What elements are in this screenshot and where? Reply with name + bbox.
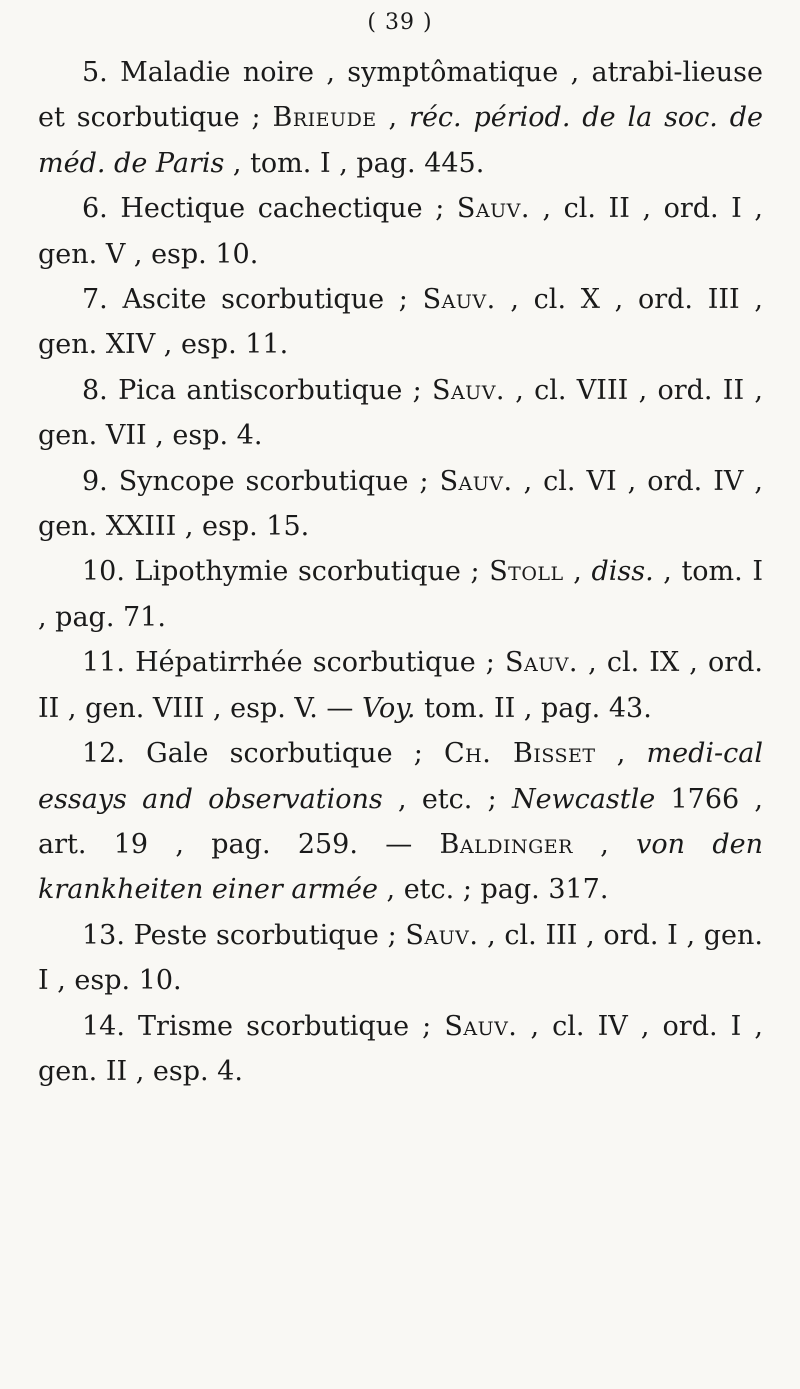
author-name: Sauv.: [456, 193, 530, 225]
author-name: Sauv.: [422, 284, 496, 316]
entry-item: [38, 459, 763, 550]
entry-item: [38, 640, 763, 731]
citation-title: diss.: [591, 556, 654, 588]
author-name: Brieude: [272, 102, 377, 134]
entry-text: Ascite scorbutique ;: [122, 284, 423, 316]
author-name: Ch. Bisset: [444, 738, 596, 770]
entry-list: [38, 50, 763, 1094]
entry-item: [38, 913, 763, 1004]
entry-text: Lipothymie scorbutique ;: [134, 556, 490, 588]
entry-item: [38, 549, 763, 640]
author-name: Baldinger: [439, 828, 573, 860]
citation-title: medi-cal essays and observations: [38, 738, 763, 815]
entry-text: , cl. VIII , ord. II , gen. VII , esp. 4.: [38, 374, 763, 452]
entry-text: ,: [563, 556, 592, 588]
citation-title: Voy.: [361, 692, 416, 724]
entry-text: Hépatirrhée scorbutique ;: [135, 647, 505, 679]
entry-number: 8.: [82, 374, 108, 406]
author-name: Sauv.: [444, 1010, 518, 1042]
entry-text: Pica antiscorbutique ;: [118, 374, 432, 406]
entry-text: ,: [572, 828, 637, 860]
author-name: Sauv.: [405, 919, 479, 951]
entry-item: [38, 50, 763, 186]
entry-number: 14.: [82, 1010, 125, 1042]
entry-text: , cl. II , ord. I , gen. V , esp. 10.: [38, 193, 763, 270]
entry-text: Peste scorbutique ;: [133, 919, 406, 951]
author-name: Sauv.: [439, 465, 513, 497]
entry-item: [38, 731, 763, 913]
entry-text: Syncope scorbutique ;: [118, 465, 440, 497]
entry-text: tom. II , pag. 43.: [415, 692, 652, 724]
entry-text: Trisme scorbutique ;: [138, 1010, 445, 1042]
citation-title: von den krankheiten einer armée: [38, 828, 763, 906]
entry-number: 10.: [82, 556, 125, 588]
entry-text: , cl. IV , ord. I , gen. II , esp. 4.: [38, 1010, 763, 1087]
entry-text: Hectique cachectique ;: [120, 193, 457, 225]
entry-text: ,: [595, 738, 647, 770]
entry-number: 11.: [82, 647, 125, 679]
entry-text: , tom. I , pag. 71.: [38, 556, 763, 633]
entry-number: 12.: [82, 738, 125, 770]
entry-text: , tom. I , pag. 445.: [224, 147, 485, 179]
entry-item: [38, 186, 763, 277]
author-name: Stoll: [489, 556, 564, 588]
author-name: Sauv.: [504, 647, 579, 679]
entry-text: Gale scorbutique ;: [146, 738, 444, 770]
entry-text: ,: [376, 102, 410, 134]
entry-text: , cl. X , ord. III , gen. XIV , esp. 11.: [38, 284, 763, 361]
author-name: Sauv.: [431, 374, 506, 406]
entry-text: , cl. III , ord. I , gen. I , esp. 10.: [38, 919, 763, 997]
entry-item: [38, 277, 763, 368]
entry-text: 1766 , art. 19 , pag. 259. —: [38, 783, 763, 860]
page-number: ( 39 ): [367, 10, 433, 35]
entry-text: Maladie noire , symptômatique , atrabi-lieuse et scorbutique ;: [38, 57, 763, 134]
entry-number: 9.: [82, 465, 108, 497]
citation-title: réc. périod. de la soc. de méd. de Paris: [38, 102, 764, 179]
entry-text: , etc. ; pag. 317.: [377, 874, 609, 906]
entry-text: , cl. IX , ord. II , gen. VIII , esp. V. —: [38, 647, 763, 724]
citation-title: Newcastle: [511, 783, 656, 815]
entry-text: , cl. VI , ord. IV , gen. XXIII , esp. 15.: [38, 465, 763, 543]
entry-number: 5.: [82, 57, 108, 88]
entry-text: , etc. ;: [382, 783, 512, 815]
entry-item: [38, 1004, 763, 1095]
entry-item: [38, 368, 763, 459]
entry-number: 6.: [82, 193, 108, 225]
entry-number: 7.: [82, 284, 108, 316]
entry-number: 13.: [82, 919, 125, 951]
